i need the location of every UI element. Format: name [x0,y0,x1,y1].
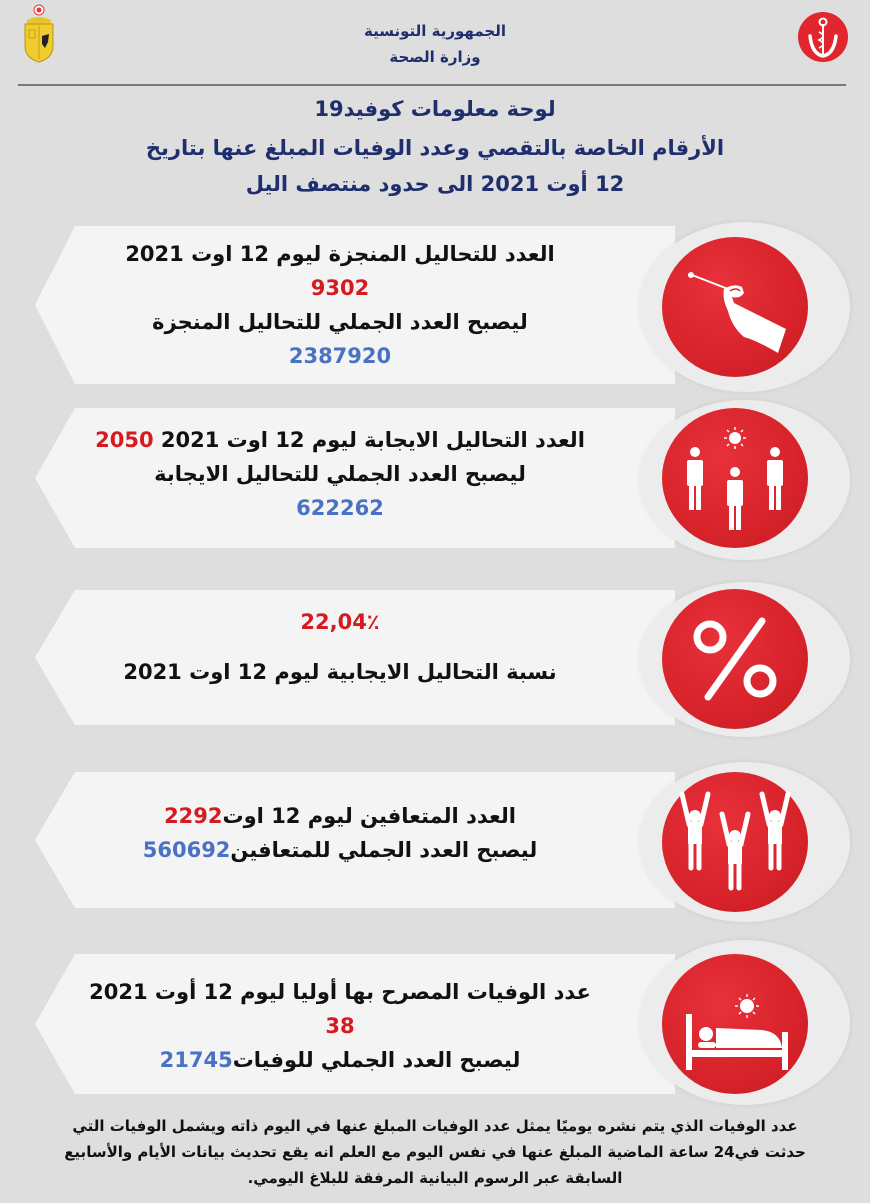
deaths-card [0,940,870,1105]
republic-name: الجمهورية التونسية [364,22,506,40]
tests-total-label: ليصبح العدد الجملي للتحاليل المنجزة [152,310,528,334]
tests-daily-value: 9302 [310,276,370,300]
recovered-total-row [80,838,600,863]
footnote-line-3: السابقة عبر الرسوم البيانية المرفقة للبلاغ اليومي. [247,1169,623,1187]
footnote-line-1: عدد الوفيات الذي يتم نشره يوميًا يمثل عدد الوفيات المبلغ عنها في اليوم ذاته ويشمل الوفيات التي [72,1117,798,1135]
footnote-line-2: حدثت في24 ساعة الماضية المبلغ عنها في نفس اليوم مع العلم انه يقع تحديث بيانات الأيام والأسابيع [64,1143,806,1161]
deaths-daily-value: 38 [325,1014,355,1038]
tests-card [0,222,870,392]
dashboard-title: لوحة معلومات كوفيد19 [314,97,556,121]
recovered-total-label: ليصبح العدد الجملي للمتعافين [230,838,538,862]
dashboard-subtitle: الأرقام الخاصة بالتقصي وعدد الوفيات المبلغ عنها بتاريخ [145,136,725,160]
patient-in-bed-icon [662,954,808,1094]
positive-tests-total-value: 622262 [296,496,384,520]
deaths-label: عدد الوفيات المصرح بها أوليا ليوم 12 أوت 2021 [89,980,591,1004]
positive-tests-label: العدد التحاليل الايجابة ليوم 12 اوت 2021 [160,428,585,452]
ministry-of-health-logo-icon [796,10,850,64]
recovered-total-value: 560692 [142,838,231,862]
positivity-rate-value: 22,04٪ [300,610,380,634]
positive-tests-total-label: ليصبح العدد الجملي للتحاليل الايجابة [154,462,526,486]
deaths-total-label: ليصبح العدد الجملي للوفيات [232,1048,521,1072]
positive-tests-label-row [80,428,600,453]
ministry-name: وزارة الصحة [389,48,481,66]
positivity-rate-text [80,610,600,710]
recovered-label-row [80,804,600,829]
tests-label: العدد للتحاليل المنجزة ليوم 12 اوت 2021 [125,242,555,266]
dashboard-date: 12 أوت 2021 الى حدود منتصف اليل [245,172,625,196]
header-divider [18,84,846,86]
deaths-total-row [80,1048,600,1073]
positive-tests-text [80,428,600,538]
deaths-text [80,980,600,1090]
recovered-people-icon [662,772,808,912]
recovered-card [0,762,870,922]
infected-people-icon [662,408,808,548]
swab-test-icon [662,237,808,377]
recovered-daily-value: 2292 [164,804,223,828]
positive-tests-card [0,400,870,560]
recovered-label: العدد المتعافين ليوم 12 اوت [222,804,516,828]
recovered-text [80,804,600,884]
percent-icon [662,589,808,729]
tests-total-value: 2387920 [288,344,392,368]
header [0,0,870,88]
deaths-total-value: 21745 [159,1048,233,1072]
positivity-rate-label: نسبة التحاليل الايجابية ليوم 12 اوت 2021 [123,660,557,684]
tests-text [80,242,600,382]
positive-tests-daily-value: 2050 [95,428,154,452]
positivity-rate-card [0,582,870,737]
deaths-footnote [10,1113,860,1191]
